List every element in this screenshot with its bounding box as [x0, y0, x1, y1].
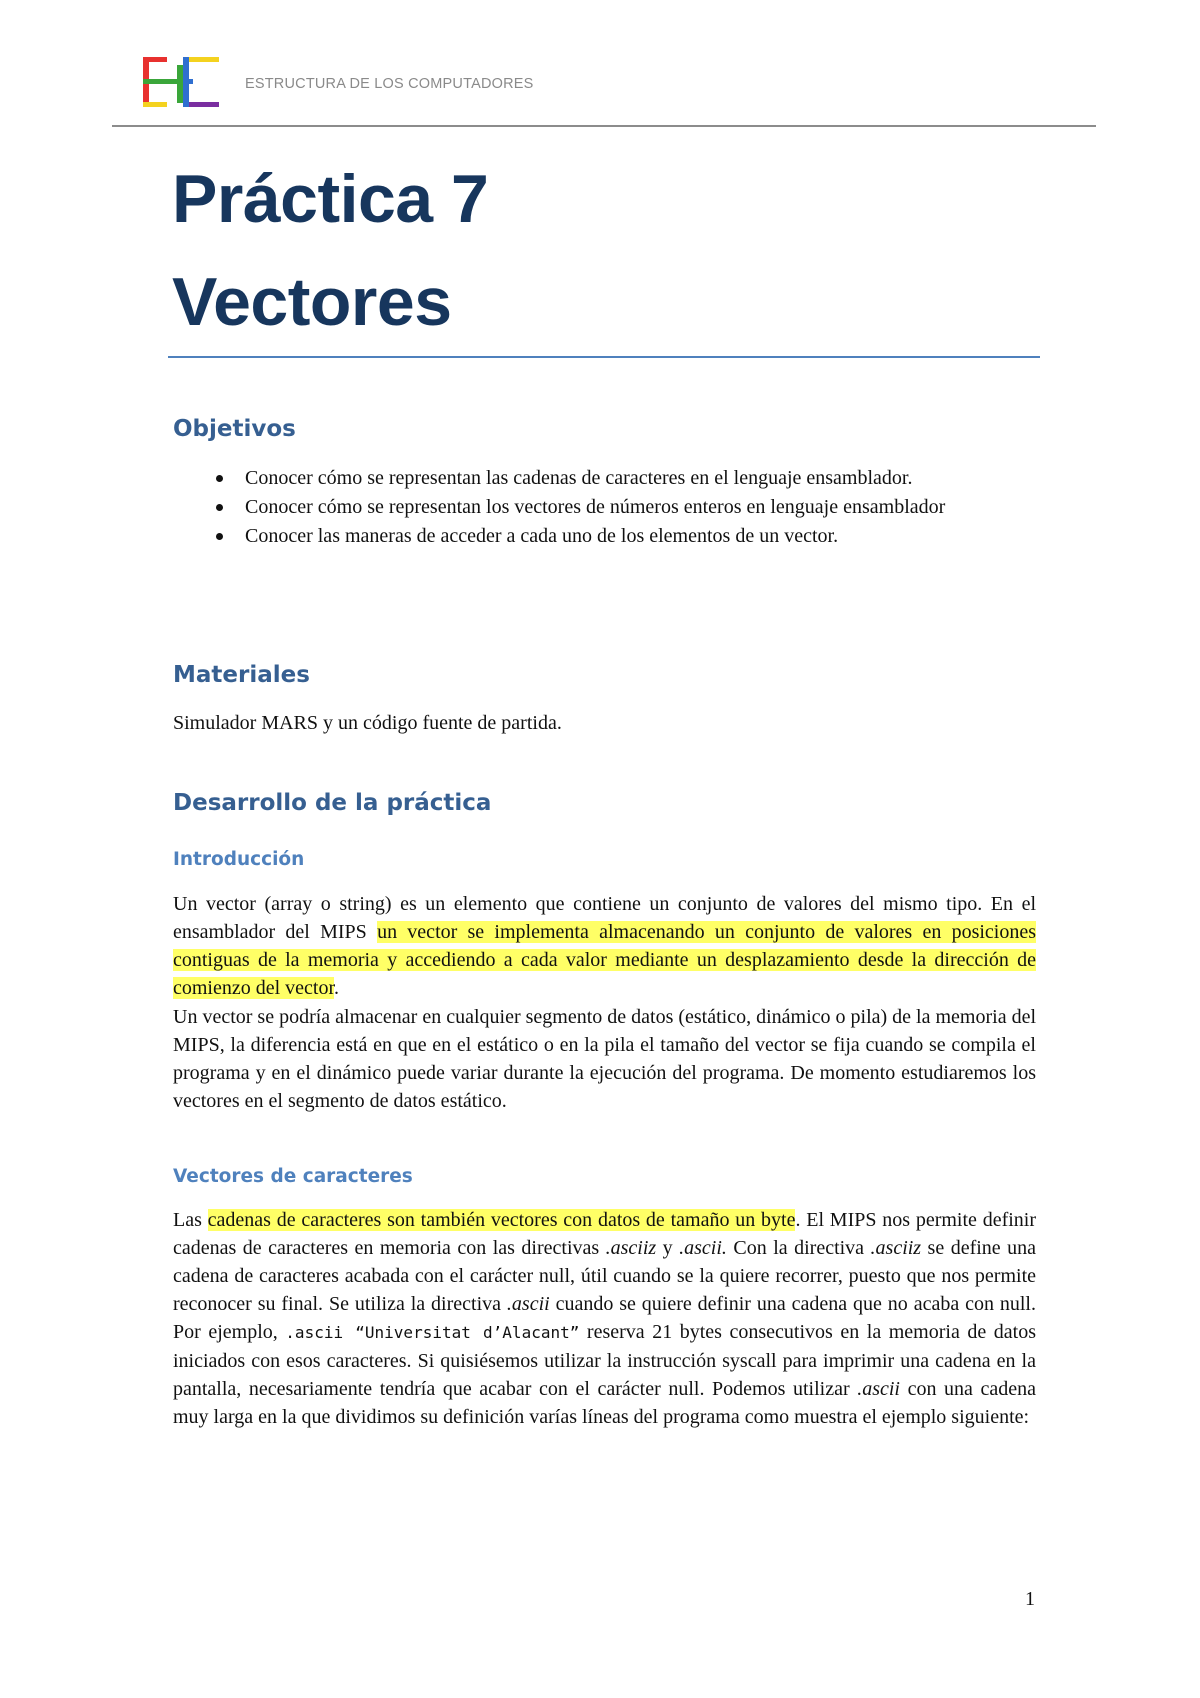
- code-inline: .ascii “Universitat d’Alacant”: [285, 1323, 580, 1342]
- list-item: Conocer cómo se representan las cadenas de caracteres en el lenguaje ensamblador.: [173, 464, 1036, 492]
- objetivos-list: [173, 464, 1036, 551]
- page-title-line-1: Práctica 7: [172, 161, 489, 237]
- heading-materiales: Materiales: [173, 662, 310, 688]
- bullet-icon: [216, 533, 223, 540]
- page-number: 1: [1025, 1588, 1035, 1610]
- page-header: [143, 54, 1083, 110]
- title-divider: [168, 356, 1040, 358]
- header-divider: [112, 125, 1096, 127]
- introduccion-paragraph-2: Un vector se podría almacenar en cualquier segmento de datos (estático, dinámico o pila) de la memoria del MIPS, la diferencia está en que en el estático o en la pila el tamaño del vector se fija cuando se compila el programa y en el dinámico puede variar durante la ejecución del programa. De momento estudiaremos los vectores en el segmento de datos estático.: [173, 1006, 1036, 1112]
- heading-objetivos: Objetivos: [173, 416, 296, 442]
- bullet-icon: [216, 475, 223, 482]
- heading-desarrollo: Desarrollo de la práctica: [173, 790, 492, 816]
- vectores-caracteres-paragraph: Las cadenas de caracteres son también vectores con datos de tamaño un byte. El MIPS nos permite definir cadenas de caracteres en memoria con las directivas .asciiz y .ascii. Con la directiva .asciiz se define una cadena de caracteres acabada con el carácter null, útil cuando se la quiere recorrer, puesto que nos permite reconocer su final. Se utiliza la directiva .ascii cuando se quiere definir una cadena que no acaba con null. Por ejemplo, .ascii “Universitat d’Alacant” reserva 21 bytes consecutivos en la memoria de datos iniciados con esos caracteres. Si quisiésemos utilizar la instrucción syscall para imprimir una cadena en la pantalla, necesariamente tendría que acabar con el carácter null. Podemos utilizar .ascii con una cadena muy larga en la que dividimos su definición varías líneas del programa como muestra el ejemplo siguiente:: [173, 1209, 1037, 1428]
- page-title-line-2: Vectores: [172, 264, 452, 340]
- highlighted-text: cadenas de caracteres son también vectores con datos de tamaño un byte: [207, 1209, 796, 1231]
- list-item: Conocer cómo se representan los vectores de números enteros en lenguaje ensamblador: [173, 493, 1036, 521]
- heading-vectores-caracteres: Vectores de caracteres: [173, 1166, 413, 1187]
- heading-introduccion: Introducción: [173, 849, 305, 870]
- materiales-text: Simulador MARS y un código fuente de partida.: [173, 712, 562, 734]
- header-course-name: ESTRUCTURA DE LOS COMPUTADORES: [245, 76, 534, 92]
- list-item: Conocer las maneras de acceder a cada uno de los elementos de un vector.: [173, 522, 1036, 550]
- introduccion-paragraph-1: Un vector (array o string) es un elemento que contiene un conjunto de valores del mismo tipo. En el ensamblador del MIPS un vector se implementa almacenando un conjunto de valores en posiciones contiguas de la memoria y accediendo a cada valor mediante un desplazamiento desde la dirección de comienzo del vector.: [173, 893, 1037, 999]
- highlighted-text: un vector se implementa almacenando un conjunto de valores en posiciones contiguas de la memoria y accediendo a cada valor mediante un desplazamiento desde la dirección de comienzo del vector: [173, 921, 1037, 999]
- bullet-icon: [216, 504, 223, 511]
- ec-course-logo-icon: [143, 57, 235, 107]
